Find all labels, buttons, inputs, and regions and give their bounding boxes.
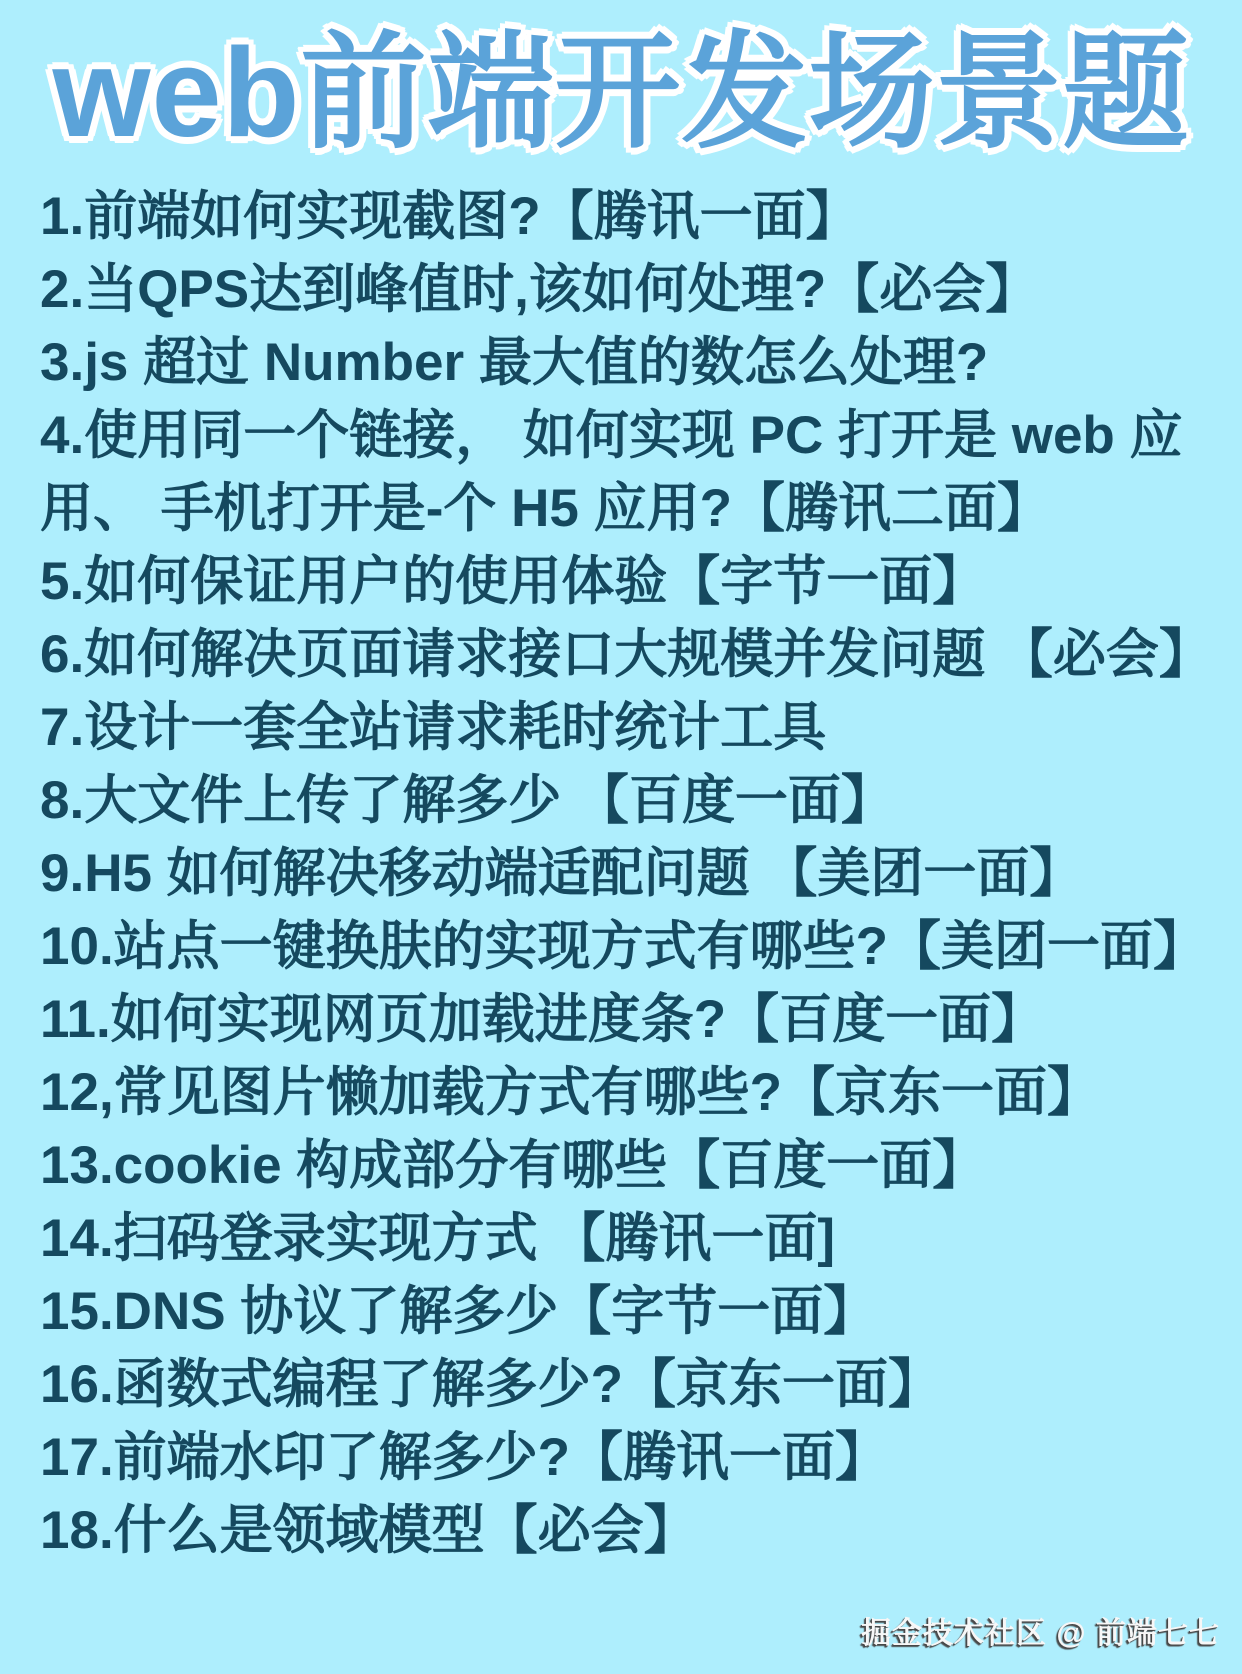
question-item: 6.如何解决页面请求接口大规模并发问题 【必会】	[40, 625, 1212, 684]
question-item: 1.前端如何实现截图?【腾讯一面】	[40, 187, 859, 246]
question-item: 5.如何保证用户的使用体验【字节一面】	[40, 552, 986, 611]
question-item: 16.函数式编程了解多少?【京东一面】	[40, 1355, 942, 1414]
question-item: 18.什么是领域模型【必会】	[40, 1501, 697, 1560]
question-item: 14.扫码登录实现方式 【腾讯一面]	[40, 1209, 836, 1268]
question-item: 4.使用同一个链接， 如何实现 PC 打开是 web 应用、 手机打开是-个 H5 应用?【腾讯二面】	[40, 406, 1183, 538]
question-item: 13.cookie 构成部分有哪些【百度一面】	[40, 1136, 986, 1195]
question-item: 7.设计一套全站请求耗时统计工具	[40, 698, 827, 757]
question-list	[0, 180, 1242, 1567]
question-item: 2.当QPS达到峰值时,该如何处理?【必会】	[40, 260, 1039, 319]
question-item: 9.H5 如何解决移动端适配问题 【美团一面】	[40, 844, 1083, 903]
question-item: 15.DNS 协议了解多少【字节一面】	[40, 1282, 877, 1341]
question-item: 12,常见图片懒加载方式有哪些?【京东一面】	[40, 1063, 1101, 1122]
watermark: 掘金技术社区 @ 前端七七	[861, 1617, 1220, 1650]
question-item: 3.js 超过 Number 最大值的数怎么处理?	[40, 333, 989, 392]
page-title: web前端开发场景题	[52, 22, 1190, 163]
poster-page	[0, 18, 1242, 1674]
question-item: 17.前端水印了解多少?【腾讯一面】	[40, 1428, 889, 1487]
question-item: 11.如何实现网页加载进度条?【百度一面】	[40, 990, 1045, 1049]
question-item: 8.大文件上传了解多少 【百度一面】	[40, 771, 894, 830]
question-item: 10.站点一键换肤的实现方式有哪些?【美团一面】	[40, 917, 1207, 976]
